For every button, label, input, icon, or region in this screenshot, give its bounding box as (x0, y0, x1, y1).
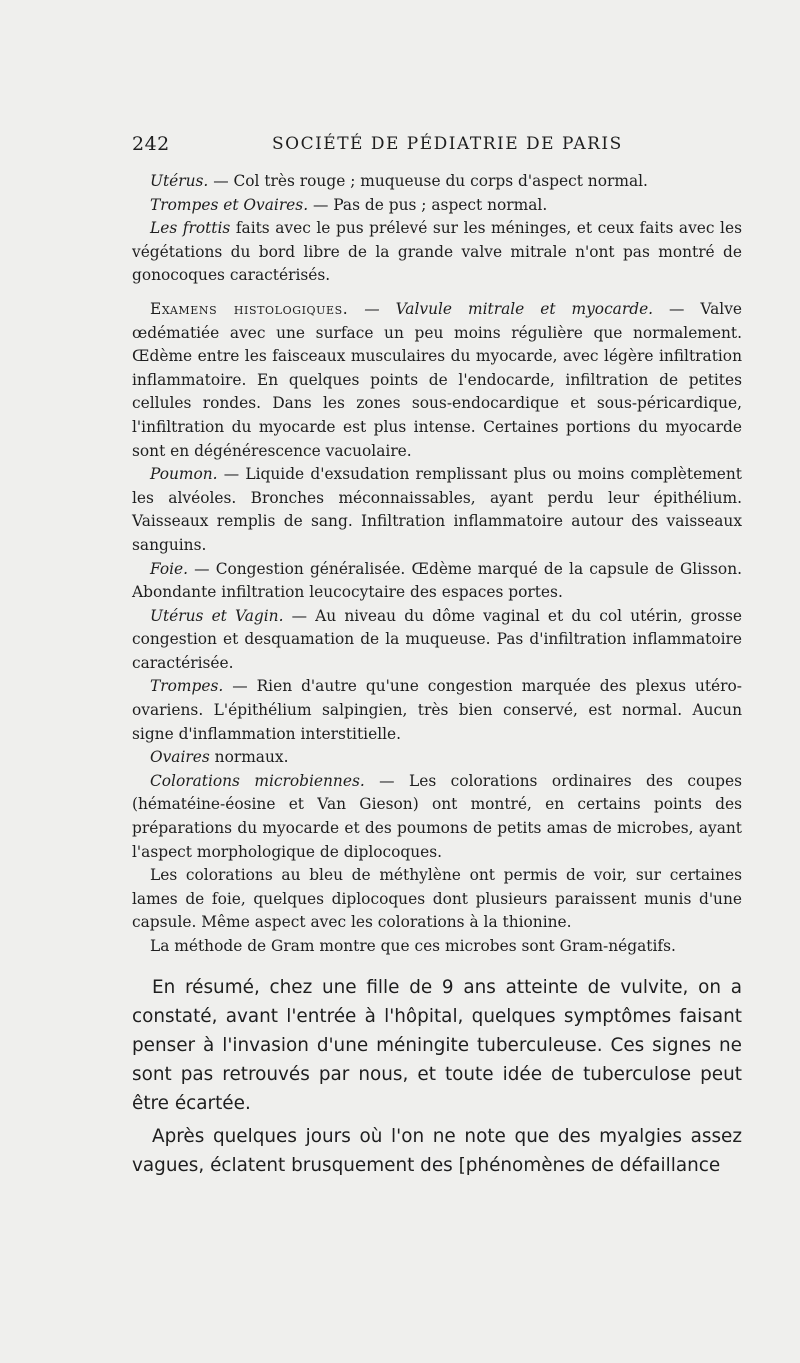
lead-frottis: Les frottis (150, 219, 231, 238)
text-uterus: — Col très rouge ; muqueuse du corps d'aspect normal. (208, 172, 648, 190)
text-gram: La méthode de Gram montre que ces microbes sont Gram-négatifs. (150, 937, 676, 955)
paragraph-gram (132, 935, 742, 959)
text-trompes: — Rien d'autre qu'une congestion marquée des plexus utéro-ovariens. L'épithélium salpingien, très bien conservé, est normal. Aucun signe d'inflammation interstitielle. (132, 677, 742, 743)
text-valvule: — Valve œdématiée avec une surface un peu moins régulière que normalement. Œdème entre les faisceaux musculaires du myocarde, avec légère infiltration inflammatoire. En quelques points de l'endocarde, infiltration de petites cellules rondes. Dans les zones sous-endocardique et sous-péricardique, l'infiltration du myocarde est plus intense. Certaines portions du myocarde sont en dégénérescence vacuolaire. (132, 299, 743, 460)
paragraph-apres: Après quelques jours où l'on ne note que des myalgies assez vagues, éclatent brusquement des [phénomènes de défaillance (132, 1125, 742, 1176)
lead-foie: Foie. (150, 559, 189, 578)
text-trompes-ovaires: — Pas de pus ; aspect normal. (308, 195, 548, 214)
lead-trompes-ovaires: Trompes et Ovaires. (150, 195, 309, 214)
lead-uterus-vagin: Utérus et Vagin. (150, 606, 284, 625)
paragraph-frottis (132, 217, 742, 288)
paragraph-foie (132, 558, 742, 605)
paragraph-poumon (132, 463, 742, 557)
paragraph-trompes (132, 675, 742, 746)
paragraph-trompes-ovaires (132, 194, 742, 218)
page-header (132, 133, 742, 157)
lead-uterus: Utérus. (150, 172, 209, 190)
paragraph-uterus (132, 170, 742, 194)
lead-ovaires: Ovaires (150, 748, 210, 767)
body-text (132, 170, 742, 1180)
paragraph-uterus-vagin (132, 605, 742, 676)
paragraph-ovaires (132, 746, 742, 770)
paragraph-resume: En résumé, chez une fille de 9 ans atteinte de vulvite, on a constaté, avant l'entrée à l'hôpital, quelques symptômes faisant penser à l'invasion d'une méningite tuberculeuse. Ces signes ne sont pas retrouvés par nous, et toute idée de tuberculose peut être écartée. (132, 976, 742, 1114)
text-poumon: — Liquide d'exsudation remplissant plus ou moins complètement les alvéoles. Bronches méconnaissables, ayant perdu leur épithélium. Vaisseaux remplis de sang. Infiltration inflammatoire autour des vaisseaux sanguins. (132, 465, 742, 554)
autopsy-findings (132, 170, 742, 959)
paragraph-examens-histologiques (132, 298, 742, 463)
text-colorations: — Les colorations ordinaires des coupes (hématéine-éosine et Van Gieson) ont montré, en certains points des préparations du myocarde et des poumons de petits amas de microbes, ayant l'aspect morphologique de diplocoques. (132, 771, 742, 861)
text-ovaires: normaux. (209, 748, 289, 767)
paragraph-colorations (132, 770, 742, 864)
lead-valvule: — Valvule mitrale et myocarde. (348, 299, 654, 318)
lead-poumon: Poumon. (150, 465, 218, 484)
text-bleu-methylene: Les colorations au bleu de méthylène ont permis de voir, sur certaines lames de foie, quelques diplocoques dont plusieurs paraissent munis d'une capsule. Même aspect avec les colorations à la thionine. (132, 866, 742, 932)
text-frottis: faits avec le pus prélevé sur les méninges, et ceux faits avec les végétations du bord libre de la grande valve mitrale n'ont pas montré de gonocoques caractérisés. (132, 219, 742, 285)
paragraph-bleu-methylene (132, 864, 742, 935)
text-foie: — Congestion généralisée. Œdème marqué de la capsule de Glisson. Abondante infiltration leucocytaire des espaces portes. (132, 559, 742, 602)
caps-examens: Examens histologiques. (150, 299, 349, 318)
text-uterus-vagin: — Au niveau du dôme vaginal et du col utérin, grosse congestion et desquamation de la muqueuse. Pas d'infiltration inflammatoire caractérisée. (132, 606, 743, 672)
summary-section (132, 973, 742, 1180)
page-number: 242 (132, 133, 170, 155)
running-title: SOCIÉTÉ DE PÉDIATRIE DE PARIS (272, 134, 623, 154)
lead-colorations: Colorations microbiennes. (150, 771, 365, 790)
lead-trompes: Trompes. (150, 677, 224, 696)
